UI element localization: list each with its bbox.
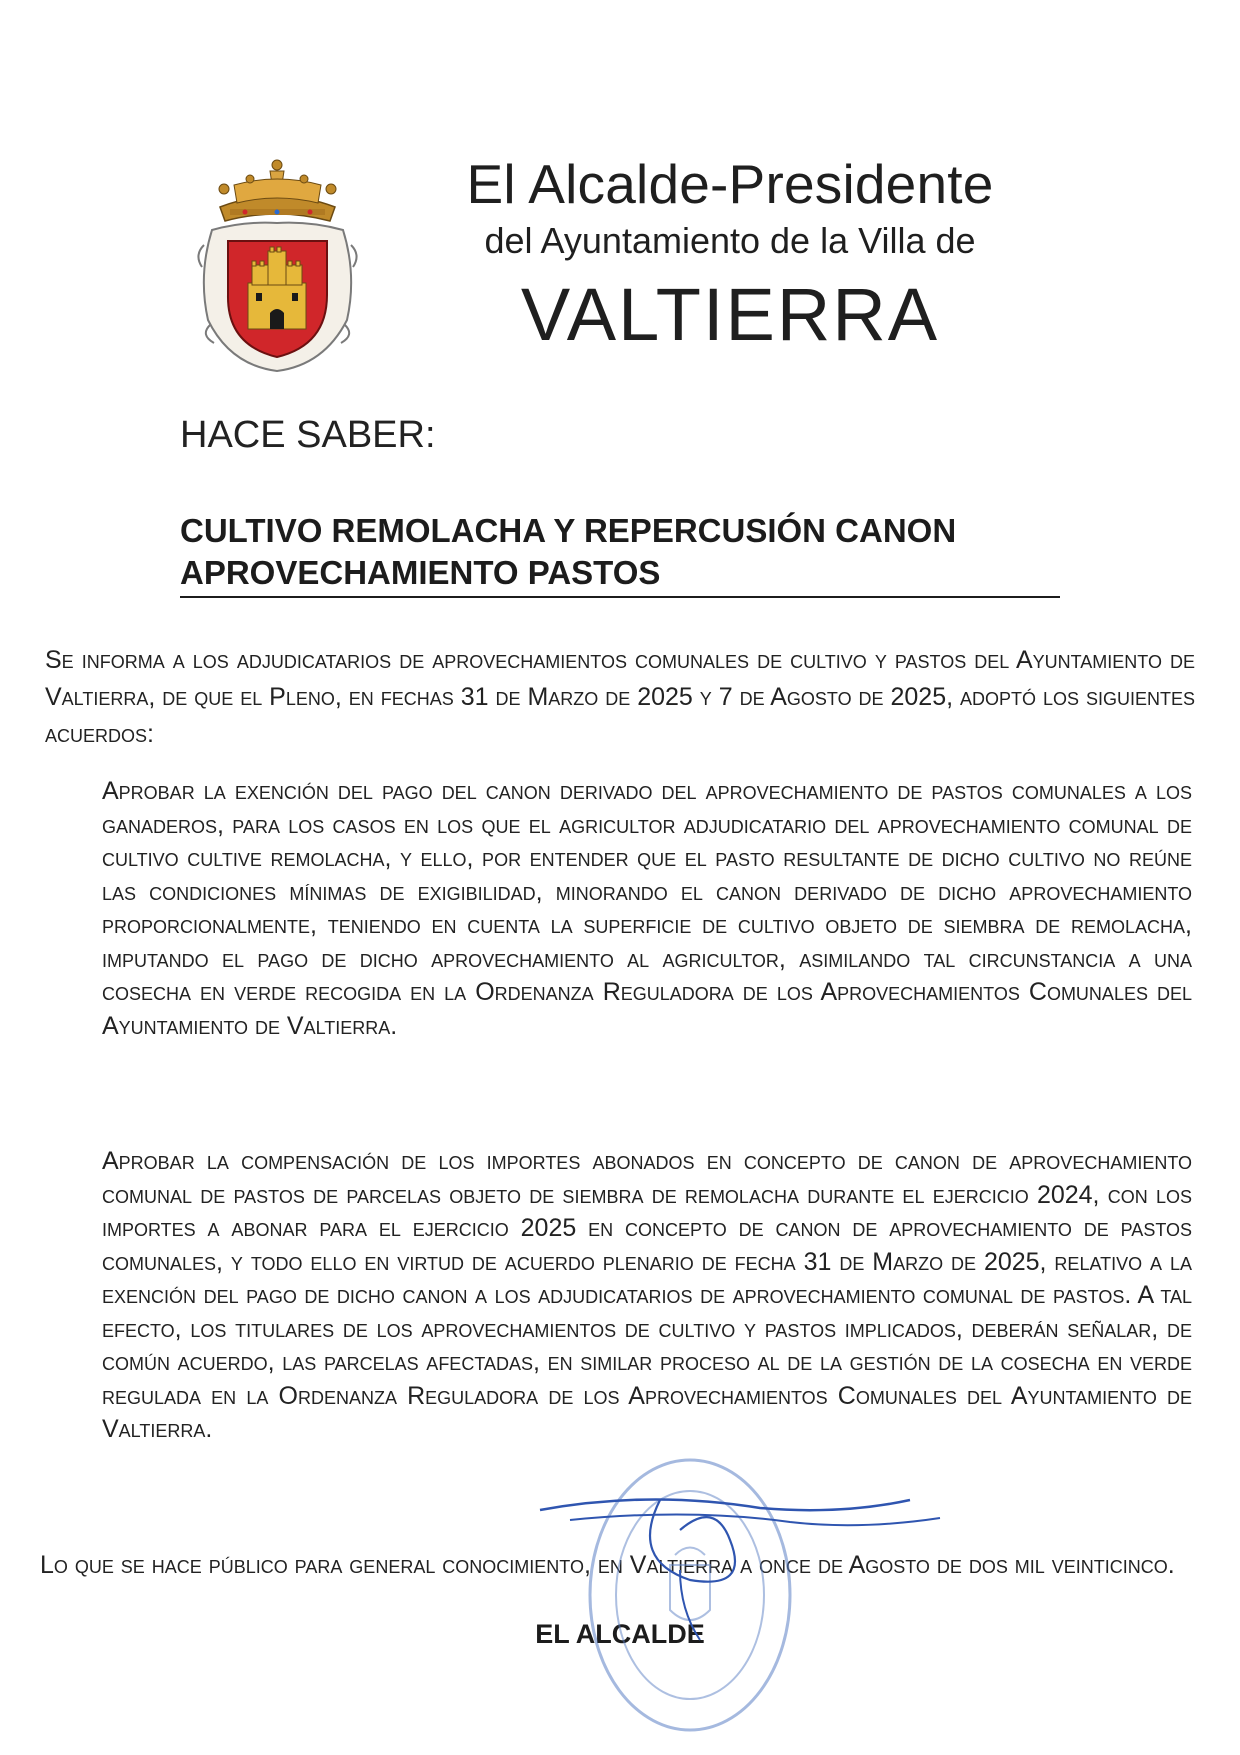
agreement-paragraph-2: Aprobar la compensación de los importes abonados en concepto de canon de aprovechamiento comunal de pastos de parcelas objeto de siembra de remolacha durante el ejercicio 2024, con los importes a abonar para el ejercicio 2025 en concepto de canon de aprovechamiento de pastos comunales, y todo ello en virtud de acuerdo plenario de fecha 31 de Marzo de 2025, relativo a la exención del pago de dicho canon a los adjudicatarios de aprovechamiento comunal de pastos. A tal efecto, los titulares de los aprovechamientos de cultivo y pastos implicados, deberán señalar, de común acuerdo, las parcelas afectadas, en similar proceso al de la gestión de la cosecha en verde regulada en la Ordenanza Reguladora de los Aprovechamientos Comunales del Ayuntamiento de Valtierra. [102, 1147, 1192, 1443]
coat-of-arms-icon [190, 155, 365, 373]
closing-paragraph: Lo que se hace público para general conocimiento, en Valtierra a once de Agosto de dos mil veinticinco. [40, 1551, 1175, 1579]
header [430, 152, 1030, 360]
intro-paragraph: Se informa a los adjudicatarios de aprovechamientos comunales de cultivo y pastos del Ayuntamiento de Valtierra, de que el Pleno, en fechas 31 de Marzo de 2025 y 7 de Agosto de 2025, adoptó los siguientes acuerdos: [45, 646, 1195, 748]
signer-title: EL ALCALDE [535, 1619, 705, 1649]
crown-icon [219, 160, 336, 221]
announcement-lead: HACE SABER: [180, 414, 436, 456]
announcement-subject [180, 510, 1060, 598]
header-title: El Alcalde-Presidente [466, 153, 994, 215]
subject-line-2: APROVECHAMIENTO PASTOS [180, 552, 1060, 598]
header-town: VALTIERRA [520, 273, 940, 356]
agreement-paragraph-1: Aprobar la exención del pago del canon derivado del aprovechamiento de pastos comunales a los ganaderos, para los casos en los que el agricultor adjudicatario del aprovechamiento comunal de cultivo cultive remolacha, y ello, por entender que el pasto resultante de dicho cultivo no reúne las condiciones mínimas de exigibilidad, minorando el canon derivado de dicho aprovechamiento proporcionalmente, teniendo en cuenta la superficie de cultivo objeto de siembra de remolacha, imputando el pago de dicho aprovechamiento al agricultor, asimilando tal circunstancia a una cosecha en verde recogida en la Ordenanza Reguladora de los Aprovechamientos Comunales del Ayuntamiento de Valtierra. [102, 777, 1193, 1040]
subject-line-1: CULTIVO REMOLACHA Y REPERCUSIÓN CANON [180, 512, 957, 549]
header-subtitle: del Ayuntamiento de la Villa de [484, 220, 976, 261]
official-stamp-icon [575, 1445, 805, 1745]
